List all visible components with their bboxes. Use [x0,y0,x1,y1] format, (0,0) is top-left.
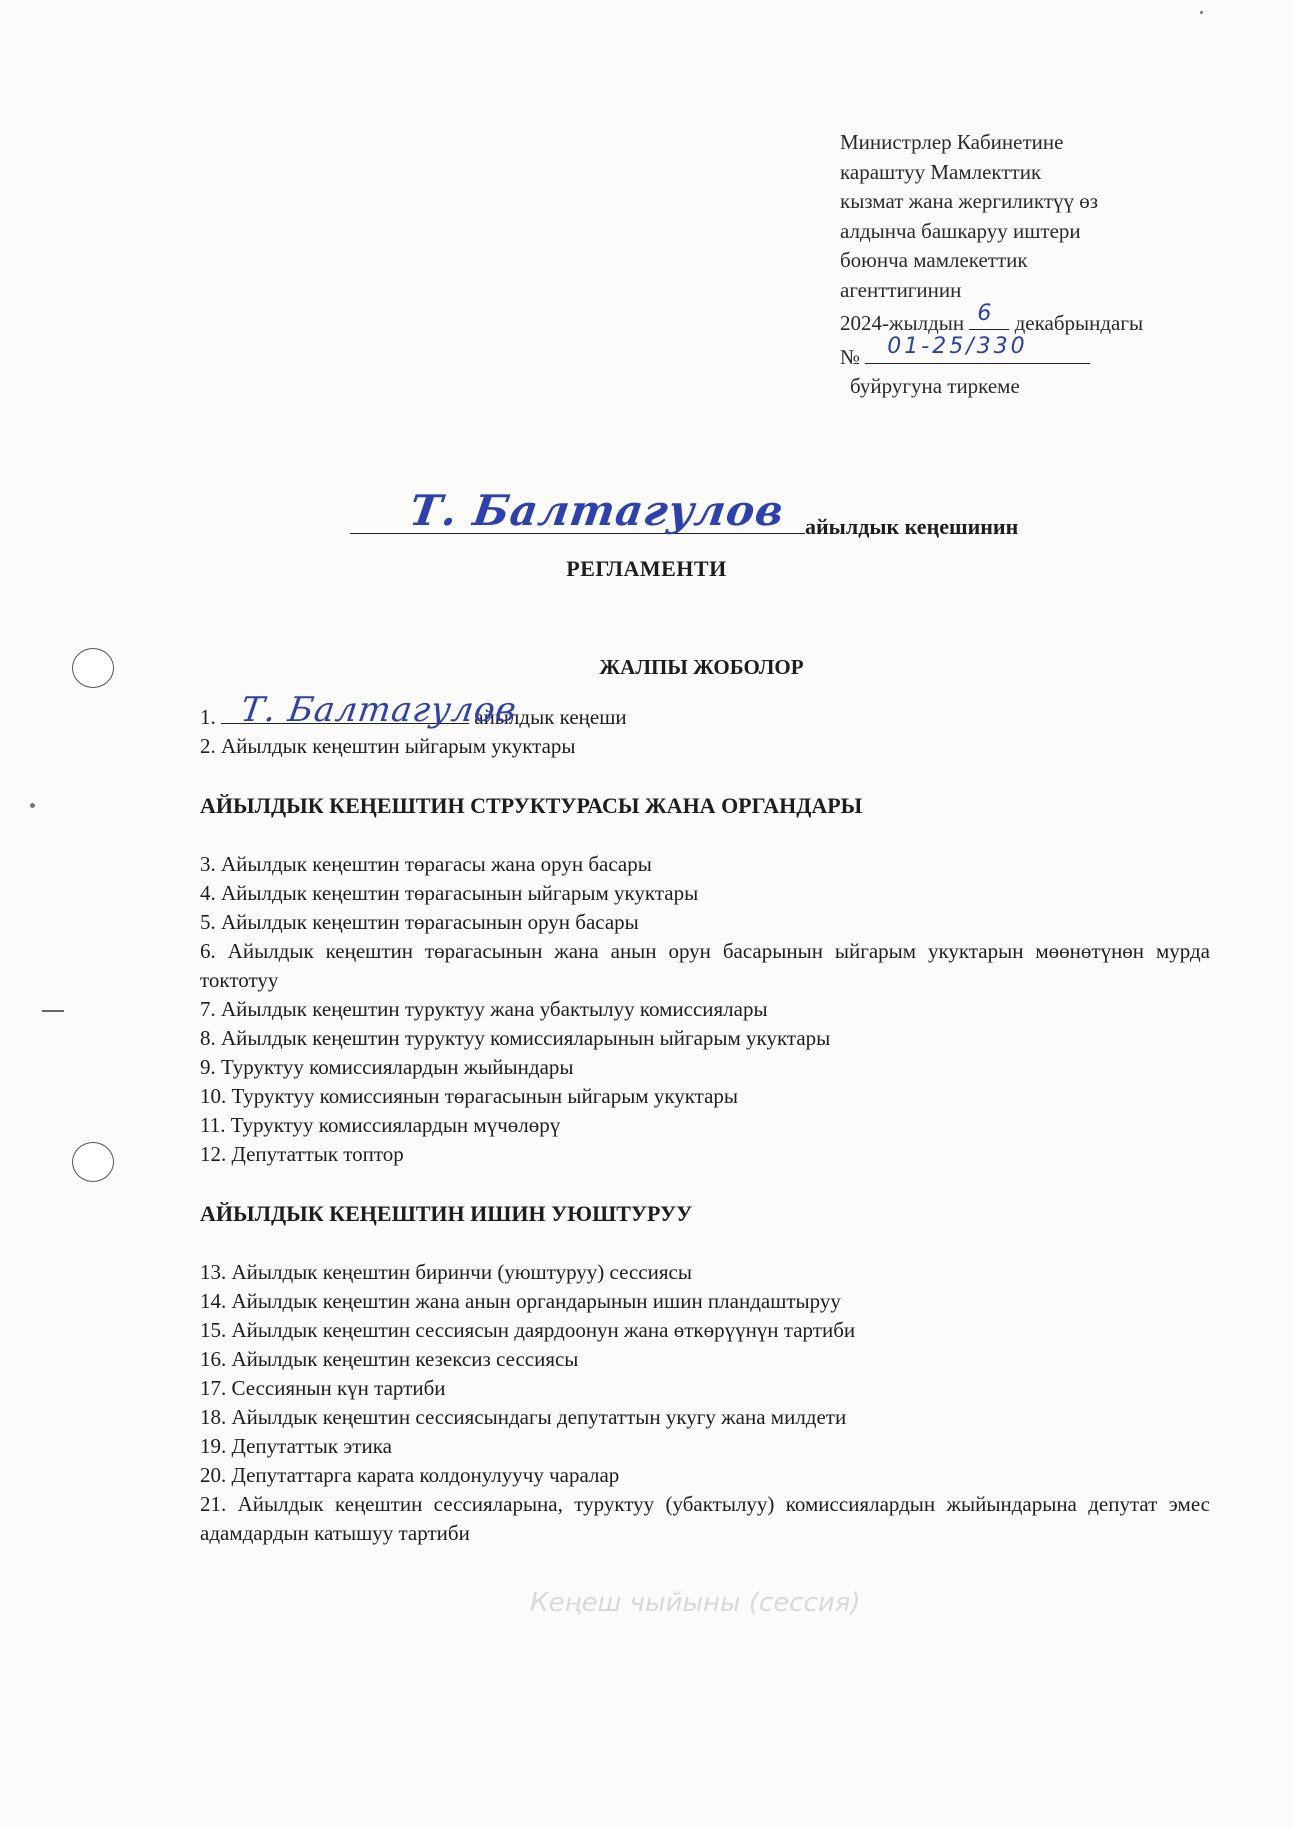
list-item: 20. Депутаттарга карата колдонулуучу чаралар [200,1463,620,1487]
section-heading-general: ЖАЛПЫ ЖОБОЛОР [599,655,804,679]
scan-speck [30,803,35,808]
approval-line: кызмат жана жергиликтүү өз [840,189,1099,213]
council-name-field [350,486,805,535]
approval-block [840,128,1230,402]
list-item: 10. Туруктуу комиссиянын төрагасынын ыйгарым укуктары [200,1084,739,1108]
list-item: 13. Айылдык кеңештин биринчи (уюштуруу) сессиясы [200,1260,692,1284]
list-item: 12. Депутаттык топтор [200,1142,404,1166]
bleed-through-text: Кеңеш чыйыны (сессия) [530,1588,861,1618]
list-item: 6. Айылдык кеңештин төрагасынын жана анын орун басарынын ыйгарым укуктарын мөөнөтүнөн мурда токтотуу [200,939,1210,992]
number-prefix: № [840,344,861,369]
approval-line: боюнча мамлекеттик [840,248,1028,272]
list-item: 2. Айылдык кеңештин ыйгарым укуктары [200,734,576,758]
list-item: 14. Айылдык кеңештин жана анын органдарынын ишин пландаштыруу [200,1289,841,1313]
list-item: 3. Айылдык кеңештин төрагасы жана орун басары [200,852,652,876]
list-item: 11. Туруктуу комиссиялардын мүчөлөрү [200,1113,561,1137]
council-suffix: айылдык кеңешинин [805,514,1019,539]
date-day-field [969,300,1009,330]
scan-mark [42,1010,64,1012]
approval-line: алдынча башкаруу иштери [840,218,1081,243]
order-number-field [865,334,1090,364]
scan-speck [1200,11,1203,14]
list-item: 8. Айылдык кеңештин туруктуу комиссияларынын ыйгарым укуктары [200,1026,831,1050]
date-suffix: декабрындагы [1014,311,1144,335]
list-item: 21. Айылдык кеңештин сессияларына, туруктуу (убактылуу) комиссиялардын жыйындарына депутат эмес адамдардын катышуу тартиби [200,1492,1210,1545]
date-day-handwritten: 6 [977,300,992,326]
section-heading-organization: АЙЫЛДЫК КЕҢЕШТИН ИШИН УЮШТУРУУ [200,1201,693,1226]
document-title: РЕГЛАМЕНТИ [566,556,727,581]
list-item: 17. Сессиянын күн тартиби [200,1376,446,1400]
punch-hole-bottom [72,1142,114,1182]
item-name-field [221,690,520,730]
list-item: 4. Айылдык кеңештин төрагасынын ыйгарым укуктары [200,881,699,905]
date-prefix: 2024-жылдын [840,311,965,335]
list-item: 19. Депутаттык этика [200,1434,392,1458]
list-item: 9. Туруктуу комиссиялардын жыйындары [200,1055,574,1079]
approval-last-line: буйругуна тиркеме [850,374,1020,398]
list-item: 16. Айылдык кеңештин кезексиз сессиясы [200,1347,579,1371]
approval-line: караштуу Мамлекттик [840,159,1042,184]
list-item: 18. Айылдык кеңештин сессиясындагы депутаттын укугу жана милдети [200,1405,847,1429]
list-item: 7. Айылдык кеңештин туруктуу жана убактылуу комиссиялары [200,997,768,1021]
approval-line: агенттигинин [840,277,962,302]
council-name-handwritten: Т. Балтагулов [406,486,788,535]
list-item: 15. Айылдык кеңештин сессиясын даярдоонун жана өткөрүүнүн тартиби [200,1318,856,1342]
item-number: 1. [200,705,216,729]
list-item [200,690,1210,732]
order-number-handwritten: 01-25/330 [887,334,1028,359]
item-name-handwritten: Т. Балтагулов [238,690,520,730]
table-of-contents [200,690,1210,1548]
section-heading-structure: АЙЫЛДЫК КЕҢЕШТИН СТРУКТУРАСЫ ЖАНА ОРГАНДАРЫ [200,793,863,818]
council-title-line [350,486,1070,540]
list-item: 5. Айылдык кеңештин төрагасынын орун басары [200,910,639,934]
approval-number-line [840,334,1230,373]
approval-line: Министрлер Кабинетине [840,130,1064,154]
item-text: айылдык кеңеши [474,705,627,729]
